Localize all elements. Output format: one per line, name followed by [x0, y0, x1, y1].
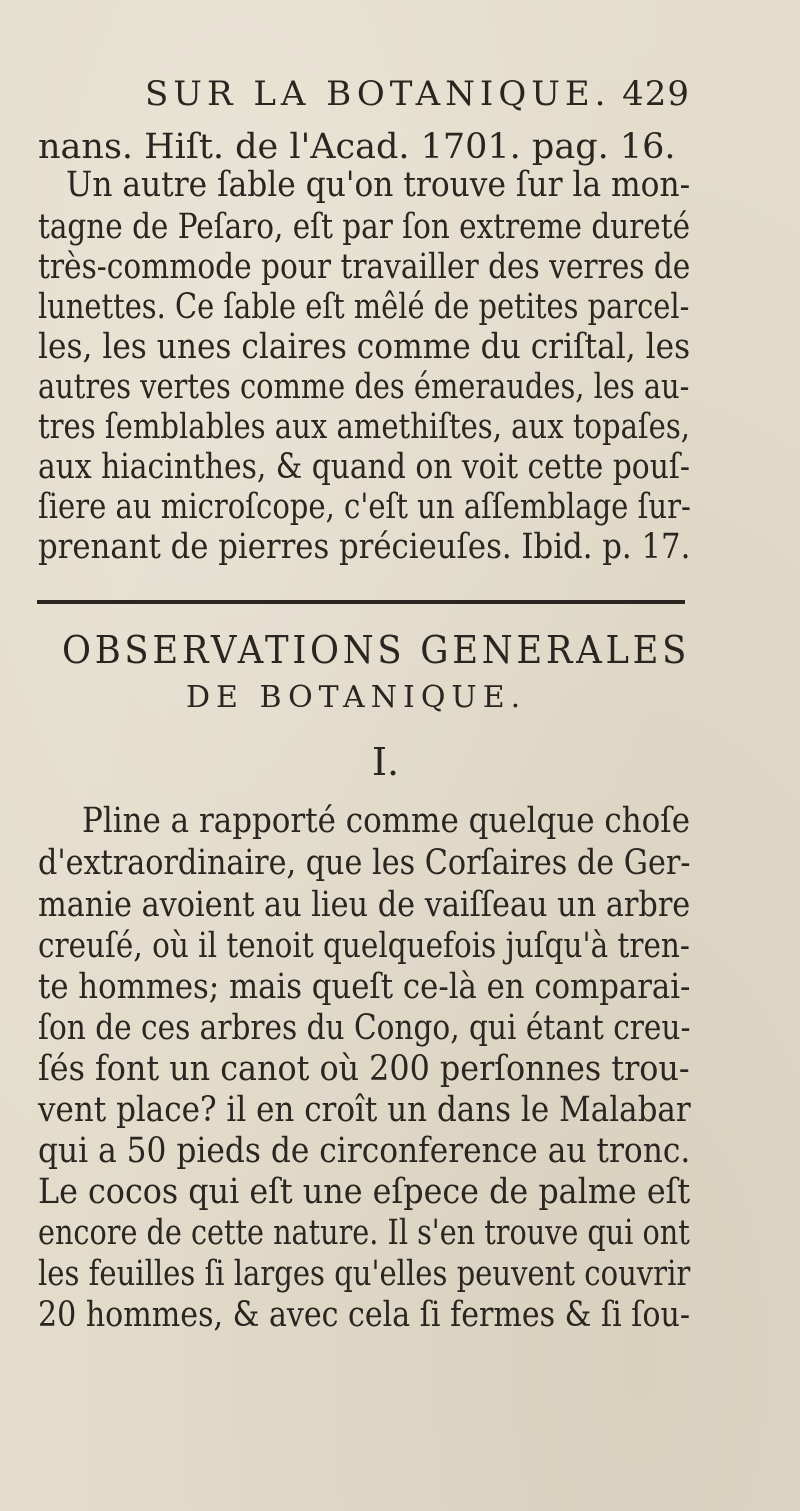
text-line: manie avoient au lieu de vaiſſeau un arbre [38, 885, 691, 925]
text-line: autres vertes comme des émeraudes, les au- [38, 367, 690, 407]
text-line: tres ſemblables aux amethiſtes, aux topaſes, [38, 407, 691, 447]
section-number: I. [372, 740, 400, 784]
text-line: lunettes. Ce ſable eſt mêlé de petites parcel- [38, 287, 690, 327]
text-line: les feuilles ſi larges qu'elles peuvent couvrir [38, 1254, 691, 1294]
section-title: OBSERVATIONS GENERALES [62, 628, 691, 672]
text-line: Pline a rapporté comme quelque choſe [82, 801, 691, 841]
text-line: prenant de pierres précieuſes. Ibid. p. 17. [38, 527, 691, 567]
text-line: d'extraordinaire, que les Corſaires de Ger- [38, 843, 691, 883]
text-line: te hommes; mais queſt ce-là en comparai- [38, 967, 691, 1007]
text-line: qui a 50 pieds de circonference au tronc. [38, 1131, 691, 1171]
text-line: nans. Hiſt. de l'Acad. 1701. pag. 16. [38, 127, 676, 167]
text-line: ſés font un canot où 200 perſonnes trou- [38, 1049, 690, 1089]
text-line: 20 hommes, & avec cela ſi fermes & ſi ſou- [38, 1295, 691, 1335]
page-header [145, 74, 690, 114]
text-line: encore de cette nature. Il s'en trouve qui ont [38, 1213, 690, 1253]
text-line: les, les unes claires comme du criſtal, les [38, 327, 691, 367]
text-line: aux hiacinthes, & quand on voit cette pouſ- [38, 447, 690, 487]
text-line: Un autre ſable qu'on trouve ſur la mon- [66, 165, 691, 205]
text-line: ſon de ces arbres du Congo, qui étant creu- [38, 1008, 691, 1048]
text-line: très-commode pour travailler des verres de [38, 247, 691, 287]
section-subtitle: DE BOTANIQUE. [186, 680, 527, 715]
text-line: creuſé, où il tenoit quelquefois juſqu'à tren- [38, 926, 690, 966]
text-line: Le cocos qui eſt une eſpece de palme eſt [38, 1172, 691, 1212]
running-title: SUR LA BOTANIQUE. [145, 74, 611, 114]
page-number: 429 [622, 74, 690, 114]
horizontal-rule [37, 600, 685, 604]
text-line: vent place? il en croît un dans le Malabar [38, 1090, 691, 1130]
text-line: ſiere au microſcope, c'eſt un aſſemblage ſur- [38, 487, 691, 527]
text-line: tagne de Peſaro, eſt par ſon extreme dureté [38, 207, 691, 247]
